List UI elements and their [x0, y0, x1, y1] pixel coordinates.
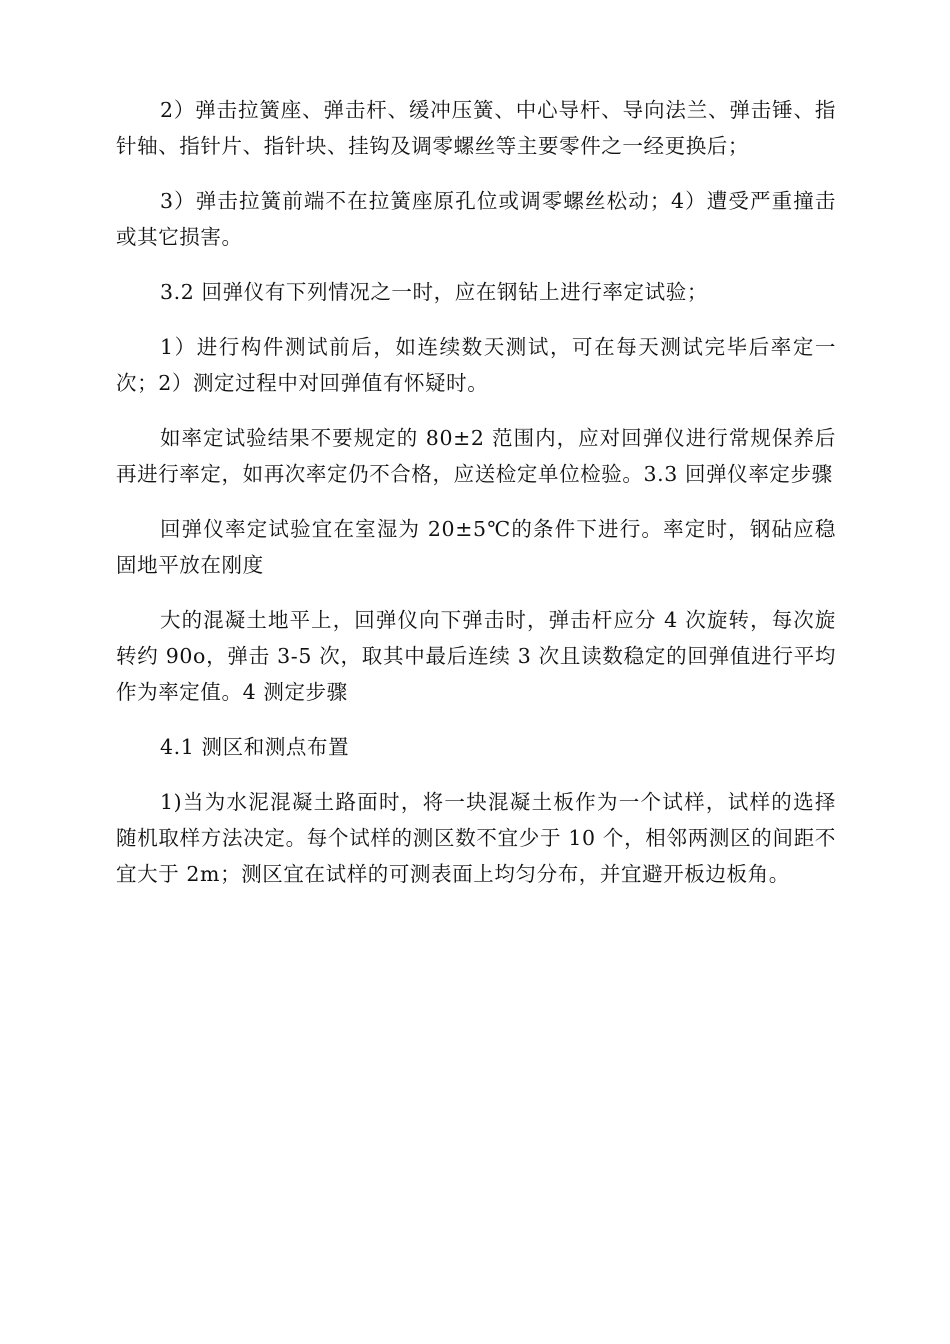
paragraph-1: 2）弹击拉簧座、弹击杆、缓冲压簧、中心导杆、导向法兰、弹击锤、指针轴、指针片、指针块、挂钩及调零螺丝等主要零件之一经更换后；	[116, 98, 836, 158]
paragraph-2: 3）弹击拉簧前端不在拉簧座原孔位或调零螺丝松动；4）遭受严重撞击或其它损害。	[116, 189, 836, 249]
document-body	[116, 92, 836, 911]
paragraph-8: 4.1 测区和测点布置	[160, 735, 350, 759]
paragraph-5: 如率定试验结果不要规定的 80±2 范围内，应对回弹仪进行常规保养后再进行率定，如再次率定仍不合格，应送检定单位检验。3.3 回弹仪率定步骤	[116, 426, 836, 486]
paragraph-4: 1）进行构件测试前后，如连续数天测试，可在每天测试完毕后率定一次；2）测定过程中对回弹值有怀疑时。	[116, 335, 836, 395]
paragraph-7: 大的混凝土地平上，回弹仪向下弹击时，弹击杆应分 4 次旋转，每次旋转约 90o，弹击 3-5 次，取其中最后连续 3 次且读数稳定的回弹值进行平均作为率定值。4 测定步骤	[116, 608, 836, 704]
paragraph-3: 3.2 回弹仪有下列情况之一时，应在钢钻上进行率定试验；	[160, 280, 708, 304]
paragraph-6: 回弹仪率定试验宜在室湿为 20±5℃的条件下进行。率定时，钢砧应稳固地平放在刚度	[116, 517, 836, 577]
paragraph-9: 1)当为水泥混凝土路面时，将一块混凝土板作为一个试样，试样的选择随机取样方法决定。每个试样的测区数不宜少于 10 个，相邻两测区的间距不宜大于 2m；测区宜在试样的可测表面上均匀分布，并宜避开板边板角。	[116, 790, 836, 886]
